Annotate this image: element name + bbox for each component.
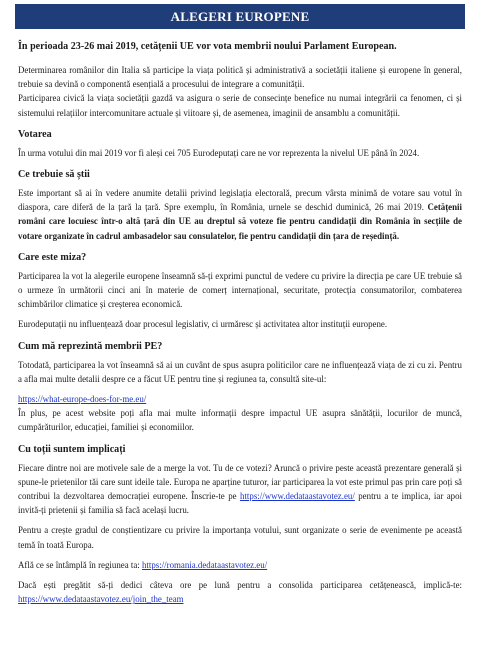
dedataastavotez-link[interactable]: https://www.dedataastavotez.eu/: [240, 491, 355, 502]
section-heading-ce-trebuie: Ce trebuie să știi: [18, 169, 90, 181]
implicati-text-b: pentru a te implica, iar apoi invită-ți prietenii și familia să facă același lucru.: [18, 491, 463, 516]
ce-trebuie-bold-text: Cetățenii români care locuiesc într-o altă țară din UE au dreptul să voteze fie pentru candidații din România în secțiile de votare organizate în cadrul ambasadelor sau consulatelor, fie pentru candidații din țara de reședință.: [18, 202, 462, 241]
lead-paragraph: În perioada 23-26 mai 2019, cetățenii UE vor vota membrii noului Parlament European.: [18, 41, 397, 52]
what-europe-does-link[interactable]: https://what-europe-does-for-me.eu/: [18, 394, 147, 405]
implicati-text-a: Fiecare dintre noi are motivele sale de a merge la vot. Tu de ce votezi? Aruncă o privire peste această prezentare generală și spune-le prietenilor tăi care sunt ideile tale. Europa ne aparține tuturor, iar participarea la vot este primul pas prin care poți să contribui la dezvoltarea democrației europene. Înscrie-te pe: [18, 462, 462, 502]
implicati-paragraph-1: [18, 461, 462, 518]
reprezinta-paragraph-2: În plus, pe acest website poți afla mai multe informații despre impactul UE asupra sănătății, locurilor de muncă, cumpărăturilor, educației, familiei și economiilor.: [18, 408, 462, 433]
ce-trebuie-paragraph: [18, 186, 462, 243]
miza-paragraph-1: Participarea la vot la alegerile europene înseamnă să-ți exprimi punctul de vedere cu privire la direcția pe care UE trebuie să o urmeze în următorii cinci ani în materie de comerț internațional, securitate, protecția consumatorilor, combaterea schimbărilor climatice și creșterea economică.: [18, 270, 462, 310]
reprezinta-link-line: [18, 392, 462, 406]
intro-paragraph-1: Determinarea românilor din Italia să participe la viața politică și administrativă a societății italiene și europene în general, trebuie sa devină o componentă esențială a procesului de integrare a comunității.: [18, 65, 462, 90]
section-heading-reprezinta: Cum mă reprezintă membrii PE?: [18, 340, 163, 352]
romania-dedataastavotez-link[interactable]: https://romania.dedataastavotez.eu/: [141, 559, 268, 570]
votarea-paragraph: În urma votului din mai 2019 vor fi aleși cei 705 Eurodeputați care ne vor reprezenta la nivelul UE până în 2024.: [18, 147, 420, 158]
implicati-join-text: Dacă ești pregătit să-ți dedici câteva ore pe lună pentru a consolida participarea cetățenească, implică-te:: [18, 580, 462, 591]
section-heading-votarea: Votarea: [18, 128, 52, 140]
implicati-paragraph-2: Pentru a crește gradul de conștientizare cu privire la importanța votului, sunt organizate o serie de evenimente pe această temă în toată Europa.: [18, 525, 462, 550]
implicati-region-text: Află ce se întâmplă în regiunea ta:: [18, 559, 142, 570]
miza-paragraph-2: Eurodeputații nu influențează doar procesul legislativ, ci urmăresc și activitatea altor instituții europene.: [18, 319, 388, 330]
section-heading-miza: Care este miza?: [18, 251, 87, 263]
implicati-paragraph-4: [18, 578, 462, 606]
page-banner-title: ALEGERI EUROPENE: [15, 4, 465, 29]
reprezinta-paragraph-1: Totodată, participarea la vot înseamnă să ai un cuvânt de spus asupra politicilor care ne influențează viața de zi cu zi. Pentru a afla mai multe detalii despre ce a făcut UE pentru tine și regiunea ta, consultă site-ul:: [18, 359, 462, 384]
ce-trebuie-text: Este important să ai în vedere anumite detalii privind legislația electorală, precum vârsta minimă de votare sau votul în diaspora, care diferă de la țară la țară. Spre exemplu, în România, urnele se deschid duminică, 26 mai 2019.: [18, 188, 462, 213]
intro-paragraph-2: Participarea civică la viața societății gazdă va asigura o serie de consecințe benefice nu numai integrării ca fenomen, ci și sistemului relațiilor intercomunitare actuale și viitoare și, de asemenea, imaginii de ansamblu a comunității.: [18, 93, 462, 118]
section-heading-implicati: Cu toții suntem implicați: [18, 443, 126, 455]
implicati-paragraph-3: [18, 558, 462, 572]
document-body: [18, 40, 462, 612]
join-the-team-link[interactable]: https://www.dedataastavotez.eu/join_the_team: [18, 594, 184, 605]
